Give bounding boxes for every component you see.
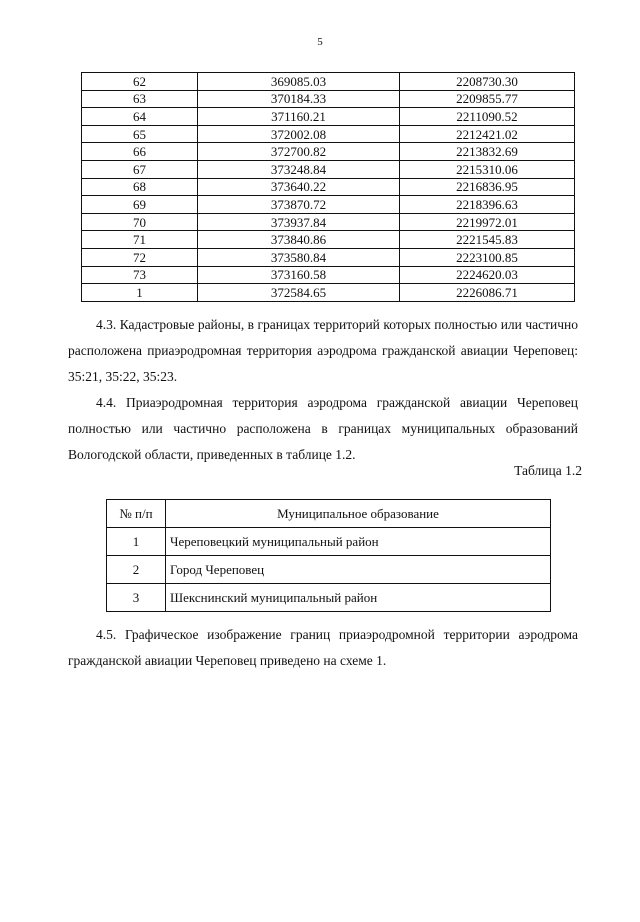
table-row	[107, 584, 551, 612]
table-row	[82, 160, 575, 178]
point-number: 71	[82, 231, 198, 249]
page-number: 5	[317, 36, 323, 48]
coord-y: 2213832.69	[400, 143, 575, 161]
coord-x: 372002.08	[198, 125, 400, 143]
paragraph-4-5: 4.5. Графическое изображение границ приаэродромной территории аэродрома гражданской авиации Череповец приведено на схеме 1.	[68, 627, 578, 668]
municipality-name: Шекснинский муниципальный район	[166, 584, 551, 612]
coord-y: 2221545.83	[400, 231, 575, 249]
table-row	[82, 178, 575, 196]
coord-y: 2218396.63	[400, 196, 575, 214]
municipality-name: Череповецкий муниципальный район	[166, 528, 551, 556]
table-row	[82, 284, 575, 302]
coord-y: 2224620.03	[400, 266, 575, 284]
municipality-name: Город Череповец	[166, 556, 551, 584]
coord-x: 369085.03	[198, 73, 400, 91]
coord-x: 371160.21	[198, 108, 400, 126]
coordinates-table	[81, 72, 575, 302]
point-number: 62	[82, 73, 198, 91]
coord-y: 2211090.52	[400, 108, 575, 126]
municipalities-table	[106, 499, 551, 612]
point-number: 65	[82, 125, 198, 143]
table-row	[82, 213, 575, 231]
coord-x: 373580.84	[198, 248, 400, 266]
point-number: 69	[82, 196, 198, 214]
point-number: 70	[82, 213, 198, 231]
table-row	[82, 125, 575, 143]
point-number: 68	[82, 178, 198, 196]
paragraph-4-3: 4.3. Кадастровые районы, в границах территорий которых полностью или частично расположена приаэродромная территория аэродрома гражданской авиации Череповец: 35:21, 35:22, 35:23.	[68, 317, 578, 384]
coord-y: 2219972.01	[400, 213, 575, 231]
coord-x: 370184.33	[198, 90, 400, 108]
coord-x: 373160.58	[198, 266, 400, 284]
coord-y: 2223100.85	[400, 248, 575, 266]
coord-y: 2209855.77	[400, 90, 575, 108]
coord-x: 372700.82	[198, 143, 400, 161]
coord-x: 372584.65	[198, 284, 400, 302]
table-row	[82, 143, 575, 161]
coord-x: 373640.22	[198, 178, 400, 196]
coord-x: 373937.84	[198, 213, 400, 231]
point-number: 1	[82, 284, 198, 302]
coord-y: 2208730.30	[400, 73, 575, 91]
point-number: 67	[82, 160, 198, 178]
header-municipality: Муниципальное образование	[166, 500, 551, 528]
table-row	[107, 556, 551, 584]
coord-x: 373870.72	[198, 196, 400, 214]
point-number: 64	[82, 108, 198, 126]
row-number: 2	[107, 556, 166, 584]
coord-x: 373840.86	[198, 231, 400, 249]
point-number: 72	[82, 248, 198, 266]
paragraph-4-4: 4.4. Приаэродромная территория аэродрома гражданской авиации Череповец полностью или частично расположена в границах муниципальных образований Вологодской области, приведенных в таблице 1.2.	[68, 395, 578, 462]
header-number: № п/п	[107, 500, 166, 528]
coord-y: 2215310.06	[400, 160, 575, 178]
point-number: 66	[82, 143, 198, 161]
row-number: 3	[107, 584, 166, 612]
point-number: 63	[82, 90, 198, 108]
table-row	[107, 528, 551, 556]
coord-x: 373248.84	[198, 160, 400, 178]
coord-y: 2216836.95	[400, 178, 575, 196]
table-header-row	[107, 500, 551, 528]
table-row	[82, 231, 575, 249]
table-row	[82, 73, 575, 91]
table-row	[82, 90, 575, 108]
table-row	[82, 196, 575, 214]
point-number: 73	[82, 266, 198, 284]
row-number: 1	[107, 528, 166, 556]
table-row	[82, 266, 575, 284]
coord-y: 2226086.71	[400, 284, 575, 302]
coord-y: 2212421.02	[400, 125, 575, 143]
table-row	[82, 248, 575, 266]
table-caption: Таблица 1.2	[514, 463, 582, 478]
table-row	[82, 108, 575, 126]
